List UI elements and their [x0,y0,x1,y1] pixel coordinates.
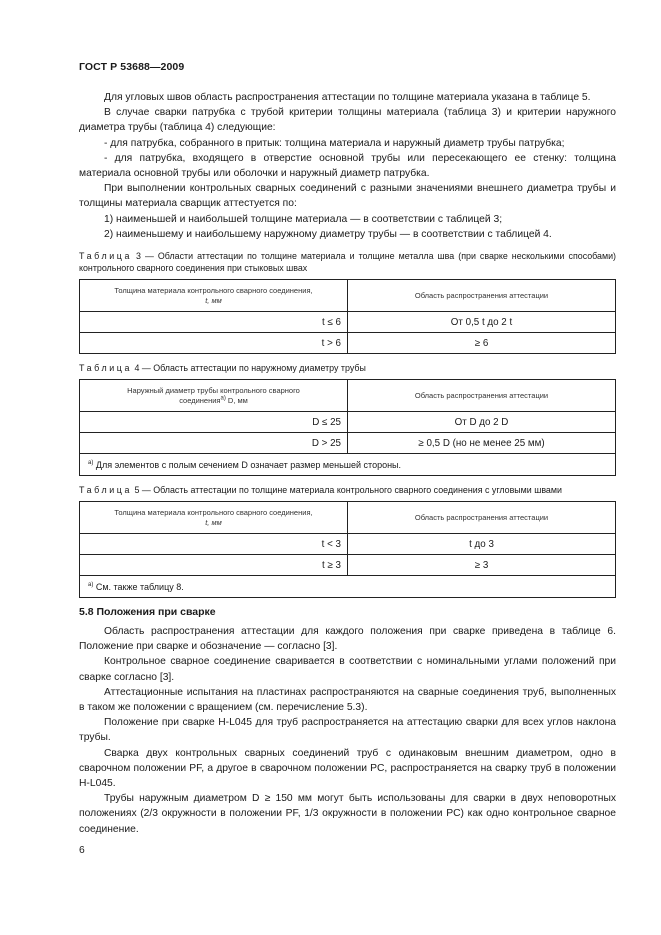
section-paragraph-3: Аттестационные испытания на пластинах распространяются на сварные соединения труб, выполненных в таком же положении с вращением (см. перечисление 5.3). [79,686,616,714]
intro-paragraph-3: - для патрубка, собранного в притык: толщина материала и наружный диаметр трубы патрубка; [104,137,565,149]
table-row [80,333,616,354]
table3 [79,279,616,354]
intro-paragraph-5: При выполнении контрольных сварных соединений с разными значениями внешнего диаметра трубы и толщины материала сварщик аттестуется по: [79,183,616,210]
table5-row2-thickness: t ≥ 3 [80,555,348,576]
table3-row1-thickness: t ≤ 6 [80,312,348,333]
table3-row2-thickness: t > 6 [80,333,348,354]
page-content [79,90,616,837]
table4 [79,379,616,476]
table4-row1-diameter: D ≤ 25 [80,412,348,433]
table5-header-thickness: Толщина материала контрольного сварного соединения, t, мм [80,502,348,534]
table5 [79,501,616,598]
table5-row1-thickness: t < 3 [80,534,348,555]
table5-caption-text: 5 — Область аттестации по толщине материала контрольного сварного соединения с угловыми швами [132,485,562,496]
table5-row1-range: t до 3 [348,534,616,555]
section-heading: 5.8 Положения при сварке [79,606,216,619]
table5-row2-range: ≥ 3 [348,555,616,576]
table3-row1-range: От 0,5 t до 2 t [348,312,616,333]
table-row [80,555,616,576]
intro-paragraph-2: В случае сварки патрубка с трубой критерии толщины материала (таблица 3) и критерии наружного диаметра трубы (таблица 4) следующие: [79,107,616,134]
table4-caption [79,362,616,374]
table-row [80,433,616,454]
section-paragraph-6: Трубы наружным диаметром D ≥ 150 мм могут быть использованы для сварки в двух неповоротных положениях (2/3 окружности в положении PF, 1/3 окружности в положении PC) как одно контрольное сварное соединение. [79,793,616,835]
table3-caption-prefix: Таблица [79,251,132,262]
table5-caption-prefix: Таблица [79,485,132,496]
table5-footnote: $^{а)}$ См. также таблицу 8. [80,576,616,598]
table4-row2-range: ≥ 0,5 D (но не менее 25 мм) [348,433,616,454]
section-paragraph-4: Положение при сварке H-L045 для труб распространяется на аттестацию сварки для всех углов наклона трубы. [79,717,616,744]
document-header: ГОСТ Р 53688—2009 [79,61,185,73]
table-row [80,312,616,333]
table5-note-row [80,576,616,598]
table4-header-row [80,380,616,412]
table4-footnote: $^{а)}$ Для элементов с полым сечением D означает размер меньшей стороны. [80,454,616,476]
section-paragraph-1: Область распространения аттестации для каждого положения при сварке приведена в таблице 6. Положение при сварке и обозначение — согласно [3]. [79,626,616,653]
table4-note-row [80,454,616,476]
table5-header-row [80,502,616,534]
table4-header-diameter: Наружный диаметр трубы контрольного сварного соединения$^{а)}$ D, мм [80,380,348,412]
table5-caption [79,484,616,496]
page-number: 6 [79,845,85,856]
table5-header-range: Область распространения аттестации [348,502,616,534]
intro-paragraph-7: 2) наименьшему и наибольшему наружному диаметру трубы — в соответствии с таблицей 4. [104,228,552,240]
table4-caption-text: 4 — Область аттестации по наружному диаметру трубы [132,363,366,374]
table4-row1-range: От D до 2 D [348,412,616,433]
table4-row2-diameter: D > 25 [80,433,348,454]
table-row [80,534,616,555]
section-paragraph-2: Контрольное сварное соединение сваривается в соответствии с номинальными углами положений при сварке согласно [3]. [79,656,616,683]
table3-header-row [80,280,616,312]
table3-caption [79,250,616,274]
intro-paragraph-1: Для угловых швов область распространения аттестации по толщине материала указана в таблице 5. [104,92,591,103]
table3-caption-text: 3 — Области аттестации по толщине материала и толщине металла шва (при сварке несколькими способами) контрольного сварного соединения при стыковых швах [79,251,616,274]
table4-caption-prefix: Таблица [79,363,132,374]
table3-header-thickness: Толщина материала контрольного сварного соединения, t, мм [80,280,348,312]
intro-paragraph-6: 1) наименьшей и наибольшей толщине материала — в соответствии с таблицей 3; [104,213,503,225]
table3-header-range: Область распространения аттестации [348,280,616,312]
section-paragraph-5: Сварка двух контрольных сварных соединений труб с одинаковым внешним диаметром, одно в сварочном положении PF, а другое в сварочном положении PC, распространяется на сварку труб в положении H-L045. [79,747,616,790]
table-row [80,412,616,433]
table4-header-range: Область распространения аттестации [348,380,616,412]
intro-paragraph-4: - для патрубка, входящего в отверстие основной трубы или пересекающего ее стенку: толщина материала основной трубы или оболочки и наружный диаметр патрубка. [79,152,616,180]
table3-row2-range: ≥ 6 [348,333,616,354]
